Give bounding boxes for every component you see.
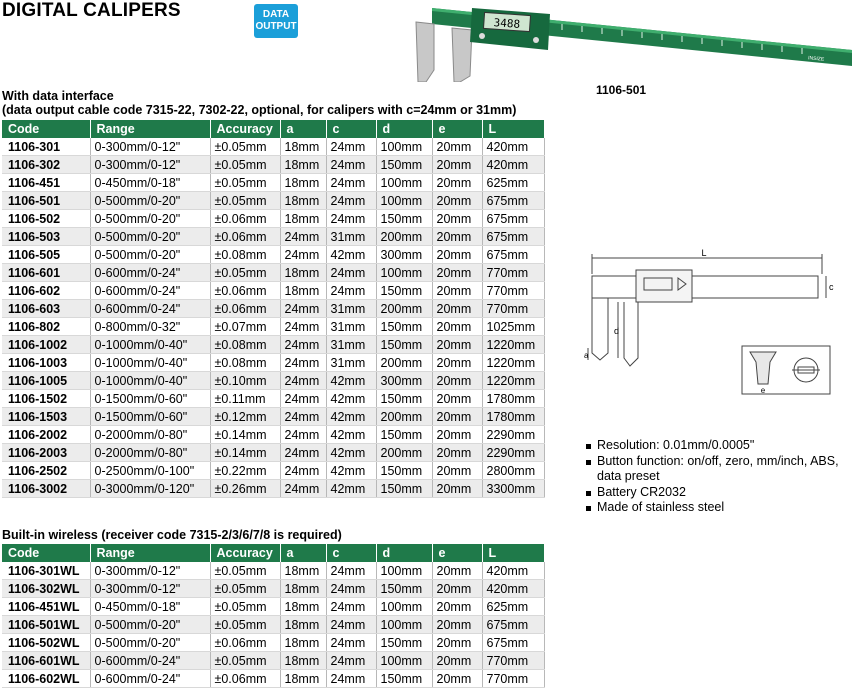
product-code-cell: 1106-1502 bbox=[2, 390, 90, 408]
product-code-cell: 1106-802 bbox=[2, 318, 90, 336]
table-cell: 31mm bbox=[326, 318, 376, 336]
product-code-cell: 1106-505 bbox=[2, 246, 90, 264]
table-row bbox=[2, 390, 544, 408]
table-cell: 0-300mm/0-12" bbox=[90, 580, 210, 598]
table-cell: 770mm bbox=[482, 282, 544, 300]
table-cell: 42mm bbox=[326, 408, 376, 426]
product-code-cell: 1106-1002 bbox=[2, 336, 90, 354]
table-cell: 0-500mm/0-20" bbox=[90, 634, 210, 652]
table-cell: 675mm bbox=[482, 210, 544, 228]
table-cell: 24mm bbox=[326, 210, 376, 228]
table-cell: ±0.08mm bbox=[210, 336, 280, 354]
table-cell: 24mm bbox=[280, 480, 326, 498]
table-cell: 0-600mm/0-24" bbox=[90, 300, 210, 318]
table-cell: 0-1500mm/0-60" bbox=[90, 390, 210, 408]
table-cell: ±0.12mm bbox=[210, 408, 280, 426]
table-row bbox=[2, 616, 544, 634]
section1-title-line1: With data interface bbox=[2, 89, 114, 103]
table-cell: 150mm bbox=[376, 426, 432, 444]
feature-list bbox=[584, 438, 854, 516]
table-row bbox=[2, 462, 544, 480]
product-code-cell: 1106-301WL bbox=[2, 562, 90, 580]
feature-item: Button function: on/off, zero, mm/inch, ABS, data preset bbox=[584, 454, 854, 485]
product-code-cell: 1106-501WL bbox=[2, 616, 90, 634]
table-cell: 24mm bbox=[326, 282, 376, 300]
data-output-badge bbox=[254, 4, 298, 38]
table-cell: 24mm bbox=[326, 138, 376, 156]
dim-label-e: e bbox=[760, 386, 766, 395]
table-cell: 24mm bbox=[326, 670, 376, 688]
column-header: Range bbox=[90, 544, 210, 562]
table-cell: 18mm bbox=[280, 282, 326, 300]
table-cell: 18mm bbox=[280, 634, 326, 652]
table-cell: 675mm bbox=[482, 228, 544, 246]
table-cell: 18mm bbox=[280, 192, 326, 210]
table-cell: 24mm bbox=[326, 264, 376, 282]
table-cell: 200mm bbox=[376, 354, 432, 372]
feature-item: Resolution: 0.01mm/0.0005" bbox=[584, 438, 854, 454]
table-row bbox=[2, 264, 544, 282]
table-cell: 0-2000mm/0-80" bbox=[90, 426, 210, 444]
table-cell: ±0.10mm bbox=[210, 372, 280, 390]
table-cell: 1780mm bbox=[482, 390, 544, 408]
table-cell: 0-600mm/0-24" bbox=[90, 264, 210, 282]
table-cell: ±0.06mm bbox=[210, 210, 280, 228]
table-cell: 150mm bbox=[376, 210, 432, 228]
table-cell: 1220mm bbox=[482, 372, 544, 390]
table-cell: 24mm bbox=[280, 426, 326, 444]
table-row bbox=[2, 634, 544, 652]
table-cell: 200mm bbox=[376, 228, 432, 246]
table-cell: 24mm bbox=[280, 354, 326, 372]
table-cell: 0-300mm/0-12" bbox=[90, 156, 210, 174]
table-cell: 200mm bbox=[376, 408, 432, 426]
table-row bbox=[2, 246, 544, 264]
spec-table-data-interface bbox=[2, 120, 545, 498]
table-cell: 1025mm bbox=[482, 318, 544, 336]
table-header-row bbox=[2, 120, 544, 138]
table-cell: 0-2000mm/0-80" bbox=[90, 444, 210, 462]
column-header: L bbox=[482, 544, 544, 562]
table-cell: 20mm bbox=[432, 616, 482, 634]
table-row bbox=[2, 408, 544, 426]
product-code-cell: 1106-502 bbox=[2, 210, 90, 228]
column-header: c bbox=[326, 120, 376, 138]
table-row bbox=[2, 318, 544, 336]
table-cell: 20mm bbox=[432, 634, 482, 652]
product-code-cell: 1106-1005 bbox=[2, 372, 90, 390]
table-cell: 18mm bbox=[280, 670, 326, 688]
table-cell: 20mm bbox=[432, 408, 482, 426]
table-cell: 300mm bbox=[376, 246, 432, 264]
product-code-cell: 1106-302WL bbox=[2, 580, 90, 598]
table-cell: ±0.22mm bbox=[210, 462, 280, 480]
column-header: d bbox=[376, 544, 432, 562]
table-cell: 100mm bbox=[376, 264, 432, 282]
table-cell: 24mm bbox=[326, 598, 376, 616]
table-cell: 0-500mm/0-20" bbox=[90, 192, 210, 210]
column-header: c bbox=[326, 544, 376, 562]
spec-table-wireless bbox=[2, 544, 545, 688]
product-code-cell: 1106-3002 bbox=[2, 480, 90, 498]
product-code-cell: 1106-451 bbox=[2, 174, 90, 192]
table-cell: 42mm bbox=[326, 444, 376, 462]
table-row bbox=[2, 138, 544, 156]
product-code-cell: 1106-603 bbox=[2, 300, 90, 318]
table-row bbox=[2, 444, 544, 462]
table-cell: 150mm bbox=[376, 318, 432, 336]
table-cell: 150mm bbox=[376, 282, 432, 300]
table-row bbox=[2, 426, 544, 444]
table-cell: 20mm bbox=[432, 390, 482, 408]
table-cell: 20mm bbox=[432, 372, 482, 390]
table-cell: 0-1000mm/0-40" bbox=[90, 354, 210, 372]
table-cell: 0-300mm/0-12" bbox=[90, 138, 210, 156]
table-cell: 20mm bbox=[432, 282, 482, 300]
table-cell: 0-450mm/0-18" bbox=[90, 174, 210, 192]
product-code-cell: 1106-301 bbox=[2, 138, 90, 156]
table-cell: 18mm bbox=[280, 174, 326, 192]
table-cell: 24mm bbox=[280, 390, 326, 408]
dim-label-d: d bbox=[614, 326, 620, 336]
table-cell: 0-450mm/0-18" bbox=[90, 598, 210, 616]
table-cell: 24mm bbox=[326, 652, 376, 670]
table-cell: 675mm bbox=[482, 192, 544, 210]
table-cell: 100mm bbox=[376, 598, 432, 616]
table-row bbox=[2, 282, 544, 300]
product-code-cell: 1106-2002 bbox=[2, 426, 90, 444]
table-cell: 24mm bbox=[280, 462, 326, 480]
table-cell: 42mm bbox=[326, 462, 376, 480]
table-cell: 42mm bbox=[326, 480, 376, 498]
table-cell: 1220mm bbox=[482, 354, 544, 372]
section1-title-line2: (data output cable code 7315-22, 7302-22, optional, for calipers with c=24mm or 31mm) bbox=[2, 103, 517, 117]
table-cell: 31mm bbox=[326, 300, 376, 318]
table-cell: 24mm bbox=[280, 300, 326, 318]
table-cell: 24mm bbox=[326, 192, 376, 210]
table-cell: ±0.06mm bbox=[210, 300, 280, 318]
table-row bbox=[2, 372, 544, 390]
table-cell: 625mm bbox=[482, 174, 544, 192]
table-cell: 150mm bbox=[376, 634, 432, 652]
table-cell: 150mm bbox=[376, 390, 432, 408]
table-cell: ±0.08mm bbox=[210, 354, 280, 372]
table-cell: 24mm bbox=[280, 444, 326, 462]
table-cell: ±0.05mm bbox=[210, 264, 280, 282]
column-header: e bbox=[432, 120, 482, 138]
table-cell: 20mm bbox=[432, 210, 482, 228]
section2-title: Built-in wireless (receiver code 7315-2/3/6/7/8 is required) bbox=[2, 528, 342, 542]
product-code-cell: 1106-1503 bbox=[2, 408, 90, 426]
table-row bbox=[2, 598, 544, 616]
table-cell: 24mm bbox=[326, 562, 376, 580]
table-cell: 24mm bbox=[326, 174, 376, 192]
table-cell: 18mm bbox=[280, 598, 326, 616]
table-cell: 150mm bbox=[376, 462, 432, 480]
table-cell: ±0.05mm bbox=[210, 580, 280, 598]
table-row bbox=[2, 336, 544, 354]
column-header: L bbox=[482, 120, 544, 138]
table-row bbox=[2, 174, 544, 192]
table-cell: 20mm bbox=[432, 580, 482, 598]
table-cell: 0-800mm/0-32" bbox=[90, 318, 210, 336]
table-cell: 42mm bbox=[326, 372, 376, 390]
table-cell: 18mm bbox=[280, 156, 326, 174]
table-row bbox=[2, 562, 544, 580]
model-label: 1106-501 bbox=[596, 83, 647, 97]
caliper-dimension-drawing bbox=[584, 248, 834, 398]
table-cell: 100mm bbox=[376, 652, 432, 670]
table-cell: 770mm bbox=[482, 670, 544, 688]
table-cell: 24mm bbox=[326, 580, 376, 598]
table-cell: 18mm bbox=[280, 652, 326, 670]
table-cell: 625mm bbox=[482, 598, 544, 616]
table-cell: 18mm bbox=[280, 264, 326, 282]
table-cell: 100mm bbox=[376, 174, 432, 192]
table-cell: 0-600mm/0-24" bbox=[90, 282, 210, 300]
table-cell: ±0.14mm bbox=[210, 426, 280, 444]
table-cell: 2290mm bbox=[482, 426, 544, 444]
table-cell: ±0.06mm bbox=[210, 282, 280, 300]
product-code-cell: 1106-502WL bbox=[2, 634, 90, 652]
table-cell: 18mm bbox=[280, 138, 326, 156]
column-header: d bbox=[376, 120, 432, 138]
table-cell: 20mm bbox=[432, 354, 482, 372]
table-cell: 420mm bbox=[482, 156, 544, 174]
product-code-cell: 1106-602WL bbox=[2, 670, 90, 688]
table-cell: 24mm bbox=[280, 372, 326, 390]
table-cell: 20mm bbox=[432, 174, 482, 192]
column-header: Range bbox=[90, 120, 210, 138]
table-cell: 24mm bbox=[280, 408, 326, 426]
table-cell: 20mm bbox=[432, 670, 482, 688]
table-cell: 18mm bbox=[280, 562, 326, 580]
table-cell: 20mm bbox=[432, 480, 482, 498]
table-cell: 1780mm bbox=[482, 408, 544, 426]
table-cell: 42mm bbox=[326, 426, 376, 444]
table-cell: ±0.06mm bbox=[210, 228, 280, 246]
table-cell: 0-600mm/0-24" bbox=[90, 670, 210, 688]
table-cell: 770mm bbox=[482, 264, 544, 282]
table-cell: 20mm bbox=[432, 652, 482, 670]
column-header: Code bbox=[2, 120, 90, 138]
column-header: a bbox=[280, 120, 326, 138]
table-row bbox=[2, 228, 544, 246]
table-cell: 24mm bbox=[280, 318, 326, 336]
table-cell: 150mm bbox=[376, 480, 432, 498]
table-cell: 20mm bbox=[432, 426, 482, 444]
page-title: DIGITAL CALIPERS bbox=[2, 0, 181, 21]
table-cell: 20mm bbox=[432, 598, 482, 616]
table-cell: 200mm bbox=[376, 300, 432, 318]
table-cell: 0-1000mm/0-40" bbox=[90, 336, 210, 354]
column-header: e bbox=[432, 544, 482, 562]
product-code-cell: 1106-2502 bbox=[2, 462, 90, 480]
table-cell: 0-500mm/0-20" bbox=[90, 210, 210, 228]
product-code-cell: 1106-2003 bbox=[2, 444, 90, 462]
table-cell: 200mm bbox=[376, 444, 432, 462]
table-row bbox=[2, 300, 544, 318]
product-code-cell: 1106-503 bbox=[2, 228, 90, 246]
table-cell: ±0.05mm bbox=[210, 598, 280, 616]
table-cell: 20mm bbox=[432, 562, 482, 580]
table-cell: ±0.05mm bbox=[210, 652, 280, 670]
table-cell: 770mm bbox=[482, 300, 544, 318]
table-row bbox=[2, 192, 544, 210]
table-header-row bbox=[2, 544, 544, 562]
table-cell: 31mm bbox=[326, 354, 376, 372]
table-cell: ±0.08mm bbox=[210, 246, 280, 264]
table-row bbox=[2, 480, 544, 498]
table-cell: 20mm bbox=[432, 156, 482, 174]
table-cell: 18mm bbox=[280, 210, 326, 228]
table-row bbox=[2, 156, 544, 174]
table-cell: 20mm bbox=[432, 336, 482, 354]
table-cell: 42mm bbox=[326, 390, 376, 408]
table-cell: 2800mm bbox=[482, 462, 544, 480]
table-cell: 0-1500mm/0-60" bbox=[90, 408, 210, 426]
table-cell: 0-500mm/0-20" bbox=[90, 246, 210, 264]
table-cell: 2290mm bbox=[482, 444, 544, 462]
product-code-cell: 1106-601WL bbox=[2, 652, 90, 670]
table-cell: 20mm bbox=[432, 444, 482, 462]
table-cell: 24mm bbox=[280, 246, 326, 264]
table-cell: 300mm bbox=[376, 372, 432, 390]
table-row bbox=[2, 354, 544, 372]
product-code-cell: 1106-501 bbox=[2, 192, 90, 210]
table-cell: 420mm bbox=[482, 138, 544, 156]
column-header: Accuracy bbox=[210, 120, 280, 138]
table-cell: ±0.11mm bbox=[210, 390, 280, 408]
product-code-cell: 1106-601 bbox=[2, 264, 90, 282]
table-row bbox=[2, 670, 544, 688]
table-cell: 0-2500mm/0-100" bbox=[90, 462, 210, 480]
table-cell: 24mm bbox=[280, 228, 326, 246]
table-cell: 3300mm bbox=[482, 480, 544, 498]
table-cell: 20mm bbox=[432, 246, 482, 264]
table-cell: 20mm bbox=[432, 138, 482, 156]
table-cell: 20mm bbox=[432, 300, 482, 318]
table-row bbox=[2, 210, 544, 228]
table-cell: 100mm bbox=[376, 562, 432, 580]
table-cell: ±0.14mm bbox=[210, 444, 280, 462]
table-cell: ±0.06mm bbox=[210, 634, 280, 652]
section1-title bbox=[2, 89, 516, 117]
caliper-photo bbox=[412, 0, 854, 82]
dim-label-c: c bbox=[829, 282, 834, 292]
table-cell: 0-300mm/0-12" bbox=[90, 562, 210, 580]
table-cell: ±0.05mm bbox=[210, 562, 280, 580]
table-cell: 42mm bbox=[326, 246, 376, 264]
table-cell: ±0.07mm bbox=[210, 318, 280, 336]
table-cell: ±0.26mm bbox=[210, 480, 280, 498]
table-row bbox=[2, 652, 544, 670]
table-cell: 20mm bbox=[432, 318, 482, 336]
feature-item: Battery CR2032 bbox=[584, 485, 854, 501]
photo-brand-mark: INSIZE bbox=[807, 55, 825, 63]
table-cell: 0-1000mm/0-40" bbox=[90, 372, 210, 390]
table-cell: ±0.05mm bbox=[210, 174, 280, 192]
table-cell: 20mm bbox=[432, 462, 482, 480]
table-cell: 31mm bbox=[326, 228, 376, 246]
table-cell: 24mm bbox=[280, 336, 326, 354]
product-code-cell: 1106-1003 bbox=[2, 354, 90, 372]
table-cell: 675mm bbox=[482, 246, 544, 264]
table-cell: 0-3000mm/0-120" bbox=[90, 480, 210, 498]
table-cell: 0-500mm/0-20" bbox=[90, 616, 210, 634]
column-header: Accuracy bbox=[210, 544, 280, 562]
table-cell: ±0.06mm bbox=[210, 670, 280, 688]
table-cell: 150mm bbox=[376, 336, 432, 354]
table-cell: 420mm bbox=[482, 580, 544, 598]
table-cell: 100mm bbox=[376, 616, 432, 634]
table-cell: 24mm bbox=[326, 156, 376, 174]
table-cell: 1220mm bbox=[482, 336, 544, 354]
table-row bbox=[2, 580, 544, 598]
table-cell: 24mm bbox=[326, 634, 376, 652]
badge-line1: DATA bbox=[262, 9, 290, 20]
table-cell: 675mm bbox=[482, 634, 544, 652]
table-cell: 675mm bbox=[482, 616, 544, 634]
dim-label-a: a bbox=[584, 351, 589, 360]
table-cell: 20mm bbox=[432, 264, 482, 282]
badge-line2: OUTPUT bbox=[255, 21, 297, 32]
table-cell: 24mm bbox=[326, 616, 376, 634]
table-cell: ±0.05mm bbox=[210, 156, 280, 174]
table-cell: ±0.05mm bbox=[210, 616, 280, 634]
table-cell: 31mm bbox=[326, 336, 376, 354]
table-cell: ±0.05mm bbox=[210, 192, 280, 210]
table-cell: 0-600mm/0-24" bbox=[90, 652, 210, 670]
table-cell: 100mm bbox=[376, 138, 432, 156]
dim-label-l: L bbox=[701, 248, 707, 258]
photo-display-reading: 3488 bbox=[493, 16, 521, 31]
product-code-cell: 1106-302 bbox=[2, 156, 90, 174]
table-cell: 18mm bbox=[280, 580, 326, 598]
table-cell: ±0.05mm bbox=[210, 138, 280, 156]
table-cell: 20mm bbox=[432, 228, 482, 246]
table-cell: 150mm bbox=[376, 670, 432, 688]
column-header: a bbox=[280, 544, 326, 562]
column-header: Code bbox=[2, 544, 90, 562]
product-code-cell: 1106-602 bbox=[2, 282, 90, 300]
table-cell: 150mm bbox=[376, 156, 432, 174]
table-cell: 100mm bbox=[376, 192, 432, 210]
table-cell: 20mm bbox=[432, 192, 482, 210]
table-cell: 770mm bbox=[482, 652, 544, 670]
table-cell: 420mm bbox=[482, 562, 544, 580]
feature-item: Made of stainless steel bbox=[584, 500, 854, 516]
table-cell: 150mm bbox=[376, 580, 432, 598]
table-cell: 0-500mm/0-20" bbox=[90, 228, 210, 246]
product-code-cell: 1106-451WL bbox=[2, 598, 90, 616]
table-cell: 18mm bbox=[280, 616, 326, 634]
